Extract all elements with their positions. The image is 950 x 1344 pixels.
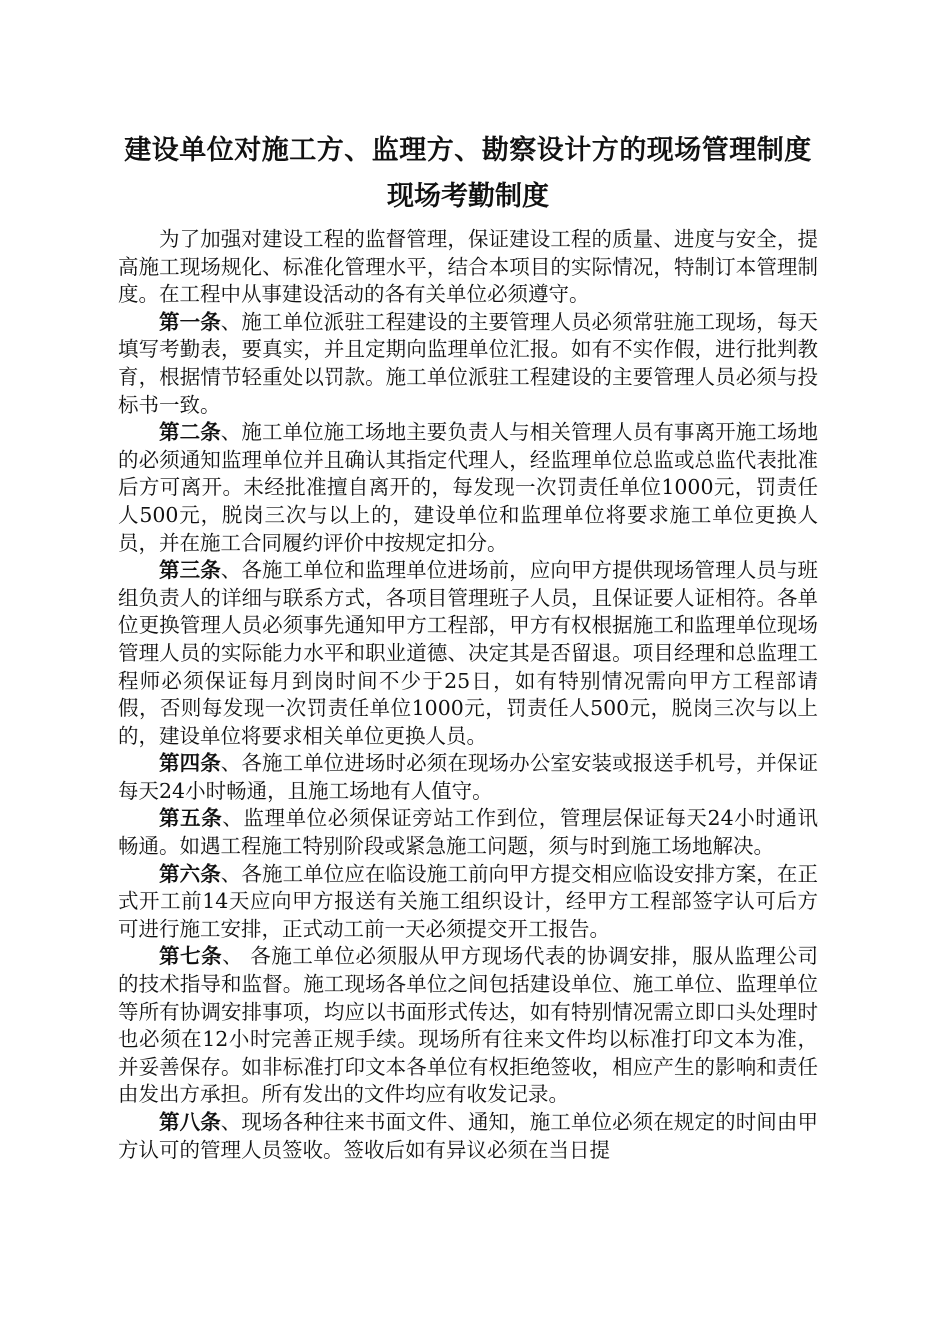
- article-3: [118, 557, 818, 750]
- article-label: 第一条: [159, 309, 221, 334]
- article-text: 、各施工单位和监理单位进场前，应向甲方提供现场管理人员与班组负责人的详细与联系方式，各项目管理班子人员，且保证要人证相符。各单位更换管理人员必须事先通知甲方工程部，甲方有权根据施工和监理单位现场管理人员的实际能力水平和职业道德、决定其是否留退。项目经理和总监理工程师必须保证每月到岗时间不少于25日，如有特别情况需向甲方工程部请假，否则每发现一次罚责任单位1000元，罚责任人500元，脱岗三次与以上的，建设单位将要求相关单位更换人员。: [118, 558, 819, 748]
- article-label: 第五条: [159, 806, 223, 831]
- article-label: 第四条: [159, 751, 221, 776]
- article-text: 、现场各种往来书面文件、通知，施工单位必须在规定的时间由甲方认可的管理人员签收。签收后如有异议必须在当日提: [118, 1110, 819, 1162]
- article-label: 第三条: [159, 558, 221, 583]
- article-6: [118, 861, 818, 944]
- document-title: 建设单位对施工方、监理方、勘察设计方的现场管理制度: [124, 135, 812, 166]
- article-text: 、施工单位派驻工程建设的主要管理人员必须常驻施工现场，每天填写考勤表，要真实，并且定期向监理单位汇报。如有不实作假，进行批判教育，根据情节轻重处以罚款。施工单位派驻工程建设的主要管理人员必须与投标书一致。: [118, 309, 819, 417]
- article-7: [118, 943, 818, 1109]
- article-1: [118, 309, 818, 419]
- article-5: [118, 805, 818, 860]
- document-subtitle: 现场考勤制度: [387, 181, 549, 212]
- article-4: [118, 750, 818, 805]
- article-text: 、监理单位必须保证旁站工作到位，管理层保证每天24小时通讯畅通。如遇工程施工特别阶段或紧急施工问题，须与时到施工场地解决。: [118, 806, 818, 859]
- article-text: 、各施工单位进场时必须在现场办公室安装或报送手机号，并保证每天24小时畅通，且施工场地有人值守。: [118, 751, 819, 803]
- document-page: [118, 128, 818, 1164]
- article-2: [118, 419, 818, 557]
- article-text: 、各施工单位应在临设施工前向甲方提交相应临设安排方案，在正式开工前14天应向甲方报送有关施工组织设计，经甲方工程部签字认可后方可进行施工安排，正式动工前一天必须提交开工报告。: [118, 861, 819, 941]
- article-8: [118, 1109, 818, 1164]
- article-label: 第六条: [159, 861, 221, 886]
- intro-paragraph: 为了加强对建设工程的监督管理，保证建设工程的质量、进度与安全，提高施工现场规化、标准化管理水平，结合本项目的实际情况，特制订本管理制度。在工程中从事建设活动的各有关单位必须遵守。: [118, 227, 818, 307]
- article-label: 第八条: [159, 1110, 221, 1134]
- article-text: 、施工单位施工场地主要负责人与相关管理人员有事离开施工场地的必须通知监理单位并且确认其指定代理人，经监理单位总监或总监代表批准后方可离开。未经批准擅自离开的，每发现一次罚责任单位1000元，罚责任人500元，脱岗三次与以上的，建设单位和监理单位将要求施工单位更换人员，并在施工合同履约评价中按规定扣分。: [118, 420, 819, 555]
- article-label: 第二条: [159, 420, 221, 445]
- article-text: 、 各施工单位必须服从甲方现场代表的协调安排，服从监理公司的技术指导和监督。施工现场各单位之间包括建设单位、施工单位、监理单位等所有协调安排事项，均应以书面形式传达，如有特别情况需立即口头处理时也必须在12小时完善正规手续。现场所有往来文件均以标准打印文本为准，并妥善保存。如非标准打印文本各单位有权拒绝签收，相应产生的影响和责任由发出方承担。所有发出的文件均应有收发记录。: [118, 944, 819, 1107]
- article-label: 第七条: [159, 944, 223, 969]
